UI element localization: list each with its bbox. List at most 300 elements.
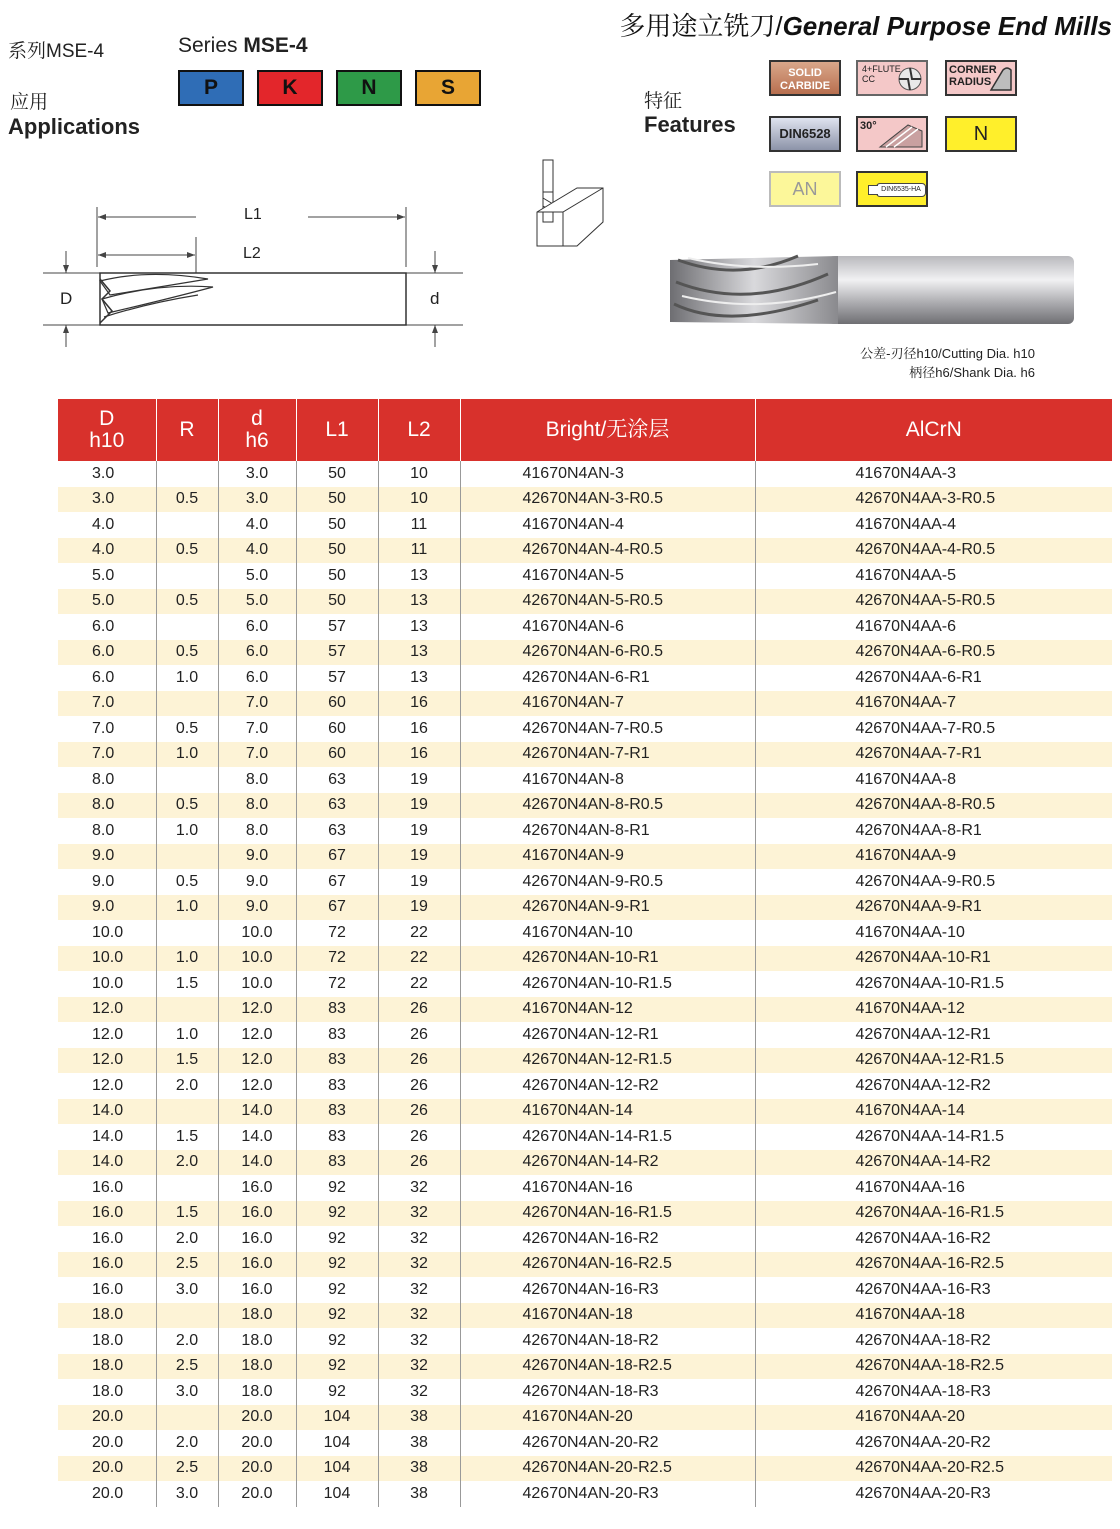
cell-radius: [156, 691, 218, 717]
cell-l1: 50: [296, 538, 378, 564]
cell-radius: [156, 1303, 218, 1329]
cell-radius: 0.5: [156, 589, 218, 615]
dim-l2-label: L2: [243, 245, 261, 262]
cell-radius: 2.0: [156, 1430, 218, 1456]
cell-radius: 1.0: [156, 818, 218, 844]
application-badge-s: S: [415, 70, 481, 106]
cell-shank-diameter: 4.0: [218, 512, 296, 538]
cell-l1: 104: [296, 1430, 378, 1456]
product-table: [58, 399, 1112, 1507]
cell-shank-diameter: 20.0: [218, 1405, 296, 1431]
table-row: [58, 895, 1112, 921]
table-row: [58, 1430, 1112, 1456]
cell-radius: 2.0: [156, 1073, 218, 1099]
corner-radius-icon: [945, 60, 1017, 96]
cell-bright-code: 42670N4AN-9-R1: [460, 895, 755, 921]
cell-shank-diameter: 16.0: [218, 1175, 296, 1201]
cell-l1: 104: [296, 1456, 378, 1482]
table-row: [58, 589, 1112, 615]
shank-flat-icon: [868, 185, 878, 195]
cell-shank-diameter: 16.0: [218, 1201, 296, 1227]
cell-cutting-diameter: 20.0: [92, 1433, 124, 1451]
cell-alcrn-code: 42670N4AA-9-R1: [755, 895, 1112, 921]
cell-l2: 22: [378, 946, 460, 972]
cell-radius: 0.5: [156, 716, 218, 742]
cell-l2: 13: [378, 665, 460, 691]
applications-label-en: Applications: [8, 114, 141, 139]
cell-shank-diameter: 18.0: [218, 1379, 296, 1405]
cell-radius: [156, 997, 218, 1023]
table-row: [58, 563, 1112, 589]
table-row: [58, 716, 1112, 742]
cell-l2: 22: [378, 971, 460, 997]
cell-shank-diameter: 7.0: [218, 716, 296, 742]
table-row: [58, 1022, 1112, 1048]
cell-shank-diameter: 18.0: [218, 1303, 296, 1329]
four-flute-text: 4+FLUTE CC: [862, 64, 901, 84]
table-row: [58, 1379, 1112, 1405]
cell-l2: 10: [378, 487, 460, 513]
cell-shank-diameter: 16.0: [218, 1226, 296, 1252]
table-row: [58, 1303, 1112, 1329]
cell-radius: 1.5: [156, 971, 218, 997]
cell-l2: 32: [378, 1201, 460, 1227]
cell-radius: [156, 1099, 218, 1125]
cell-bright-code: 42670N4AN-9-R0.5: [460, 869, 755, 895]
cell-alcrn-code: 41670N4AA-5: [755, 563, 1112, 589]
cell-bright-code: 41670N4AN-16: [460, 1175, 755, 1201]
cell-l1: 92: [296, 1252, 378, 1278]
cell-bright-code: 41670N4AN-12: [460, 997, 755, 1023]
cell-l1: 92: [296, 1277, 378, 1303]
features-label-en: Features: [644, 112, 736, 137]
cell-l2: 26: [378, 1048, 460, 1074]
table-row: [58, 844, 1112, 870]
series-label: [178, 34, 308, 58]
cell-alcrn-code: 42670N4AA-9-R0.5: [755, 869, 1112, 895]
col-header-alcrn: AlCrN: [755, 399, 1112, 461]
cell-cutting-diameter: 9.0: [92, 872, 115, 890]
cell-alcrn-code: 41670N4AA-4: [755, 512, 1112, 538]
cell-l1: 63: [296, 793, 378, 819]
cell-l1: 60: [296, 691, 378, 717]
cell-shank-diameter: 4.0: [218, 538, 296, 564]
cell-radius: 0.5: [156, 487, 218, 513]
cell-radius: 1.0: [156, 665, 218, 691]
cell-bright-code: 42670N4AN-20-R2: [460, 1430, 755, 1456]
table-row: [58, 538, 1112, 564]
helix-30-icon: [856, 116, 928, 152]
cell-l2: 32: [378, 1226, 460, 1252]
cell-bright-code: 42670N4AN-6-R0.5: [460, 640, 755, 666]
cell-l1: 72: [296, 920, 378, 946]
corner-radius-text: CORNER RADIUS: [949, 64, 997, 88]
cell-shank-diameter: 10.0: [218, 971, 296, 997]
cell-alcrn-code: 42670N4AA-20-R2: [755, 1430, 1112, 1456]
tolerance-note-cutting: 公差-刃径h10/Cutting Dia. h10: [860, 346, 1035, 361]
cell-l1: 50: [296, 512, 378, 538]
col-header-bright: Bright/无涂层: [460, 399, 755, 461]
cell-alcrn-code: 42670N4AA-10-R1.5: [755, 971, 1112, 997]
col-header-l1: L1: [296, 399, 378, 461]
cell-l2: 38: [378, 1481, 460, 1507]
cell-l1: 92: [296, 1328, 378, 1354]
cell-radius: 3.0: [156, 1481, 218, 1507]
dim-shank-diameter-label: d: [430, 289, 440, 308]
solid-carbide-icon: SOLID CARBIDE: [769, 60, 841, 96]
cell-shank-diameter: 6.0: [218, 640, 296, 666]
table-row: [58, 512, 1112, 538]
cell-radius: 0.5: [156, 640, 218, 666]
cell-shank-diameter: 10.0: [218, 946, 296, 972]
cell-alcrn-code: 41670N4AA-9: [755, 844, 1112, 870]
din6528-icon: DIN6528: [769, 116, 841, 152]
col-header-radius: R: [156, 399, 218, 461]
cell-radius: [156, 844, 218, 870]
cell-bright-code: 42670N4AN-20-R3: [460, 1481, 755, 1507]
cell-bright-code: 42670N4AN-8-R1: [460, 818, 755, 844]
cell-shank-diameter: 14.0: [218, 1150, 296, 1176]
cell-cutting-diameter: 8.0: [58, 793, 156, 819]
cell-shank-diameter: 20.0: [218, 1481, 296, 1507]
dim-cutting-diameter-label: D: [60, 289, 73, 308]
cell-cutting-diameter: 8.0: [92, 770, 115, 788]
cell-alcrn-code: 42670N4AA-16-R2.5: [755, 1252, 1112, 1278]
cell-cutting-diameter: 12.0: [92, 1076, 124, 1094]
cell-alcrn-code: 42670N4AA-3-R0.5: [755, 487, 1112, 513]
cell-radius: [156, 461, 218, 487]
cell-bright-code: 41670N4AN-7: [460, 691, 755, 717]
cell-bright-code: 42670N4AN-14-R1.5: [460, 1124, 755, 1150]
cell-l2: 16: [378, 691, 460, 717]
cell-radius: 1.0: [156, 742, 218, 768]
table-row: [58, 997, 1112, 1023]
cell-l2: 26: [378, 1150, 460, 1176]
features-label-cn: 特征: [644, 91, 683, 112]
table-row: [58, 1099, 1112, 1125]
cell-radius: 1.5: [156, 1124, 218, 1150]
cell-radius: 3.0: [156, 1277, 218, 1303]
table-row: [58, 461, 1112, 487]
cell-cutting-diameter: 12.0: [58, 1048, 156, 1074]
cell-l2: 11: [378, 538, 460, 564]
table-row: [58, 1456, 1112, 1482]
cell-l1: 50: [296, 589, 378, 615]
cell-l1: 92: [296, 1354, 378, 1380]
cell-l2: 26: [378, 1124, 460, 1150]
cell-alcrn-code: 42670N4AA-12-R2: [755, 1073, 1112, 1099]
table-row: [58, 946, 1112, 972]
tolerance-note-shank: 柄径h6/Shank Dia. h6: [909, 365, 1035, 380]
cell-cutting-diameter: 16.0: [92, 1280, 124, 1298]
cell-shank-diameter: 14.0: [218, 1124, 296, 1150]
cell-cutting-diameter: 7.0: [58, 742, 156, 768]
cell-alcrn-code: 42670N4AA-8-R1: [755, 818, 1112, 844]
cell-cutting-diameter: 9.0: [58, 895, 156, 921]
cell-l1: 83: [296, 1099, 378, 1125]
cell-l2: 32: [378, 1379, 460, 1405]
cell-alcrn-code: 42670N4AA-7-R0.5: [755, 716, 1112, 742]
cell-shank-diameter: 6.0: [218, 614, 296, 640]
cell-alcrn-code: 41670N4AA-18: [755, 1303, 1112, 1329]
cell-l1: 83: [296, 1124, 378, 1150]
cell-shank-diameter: 8.0: [218, 818, 296, 844]
cell-l2: 26: [378, 997, 460, 1023]
cell-l2: 32: [378, 1303, 460, 1329]
series-prefix: Series: [178, 34, 244, 57]
cell-radius: [156, 767, 218, 793]
cell-cutting-diameter: 16.0: [92, 1229, 124, 1247]
cell-bright-code: 42670N4AN-3-R0.5: [460, 487, 755, 513]
cell-cutting-diameter: 16.0: [92, 1178, 124, 1196]
cell-l1: 50: [296, 461, 378, 487]
cell-l2: 22: [378, 920, 460, 946]
cell-shank-diameter: 18.0: [218, 1354, 296, 1380]
cell-radius: [156, 512, 218, 538]
cell-alcrn-code: 42670N4AA-6-R0.5: [755, 640, 1112, 666]
cell-bright-code: 41670N4AN-9: [460, 844, 755, 870]
cell-cutting-diameter: 18.0: [92, 1331, 124, 1349]
cell-bright-code: 42670N4AN-5-R0.5: [460, 589, 755, 615]
cell-cutting-diameter: 3.0: [58, 487, 156, 513]
cell-alcrn-code: 41670N4AA-3: [755, 461, 1112, 487]
table-row: [58, 487, 1112, 513]
table-row: [58, 1073, 1112, 1099]
cell-l2: 32: [378, 1175, 460, 1201]
cell-bright-code: 42670N4AN-18-R2: [460, 1328, 755, 1354]
cell-bright-code: 42670N4AN-18-R2.5: [460, 1354, 755, 1380]
cell-alcrn-code: 42670N4AA-18-R2: [755, 1328, 1112, 1354]
cell-cutting-diameter: 5.0: [92, 566, 115, 584]
cell-shank-diameter: 9.0: [218, 869, 296, 895]
cell-bright-code: 42670N4AN-16-R3: [460, 1277, 755, 1303]
cell-l2: 32: [378, 1328, 460, 1354]
cell-alcrn-code: 42670N4AA-18-R3: [755, 1379, 1112, 1405]
cell-bright-code: 42670N4AN-20-R2.5: [460, 1456, 755, 1482]
table-row: [58, 1175, 1112, 1201]
table-row: [58, 818, 1112, 844]
cell-alcrn-code: 42670N4AA-7-R1: [755, 742, 1112, 768]
col-header-cutting-diameter: D h10: [58, 399, 156, 461]
cell-alcrn-code: 42670N4AA-20-R3: [755, 1481, 1112, 1507]
table-row: [58, 971, 1112, 997]
cell-radius: 1.0: [156, 1022, 218, 1048]
cell-l2: 13: [378, 589, 460, 615]
cell-alcrn-code: 41670N4AA-10: [755, 920, 1112, 946]
cell-l1: 92: [296, 1201, 378, 1227]
cell-l1: 72: [296, 971, 378, 997]
cell-l2: 13: [378, 640, 460, 666]
cell-l1: 60: [296, 742, 378, 768]
table-row: [58, 1328, 1112, 1354]
cell-l1: 83: [296, 1048, 378, 1074]
cell-shank-diameter: 16.0: [218, 1252, 296, 1278]
table-row: [58, 1150, 1112, 1176]
table-row: [58, 1201, 1112, 1227]
cell-shank-diameter: 9.0: [218, 844, 296, 870]
cell-cutting-diameter: 14.0: [58, 1099, 156, 1125]
table-row: [58, 1226, 1112, 1252]
table-row: [58, 640, 1112, 666]
cell-shank-diameter: 12.0: [218, 1022, 296, 1048]
cell-alcrn-code: 42670N4AA-20-R2.5: [755, 1456, 1112, 1482]
cell-l2: 16: [378, 742, 460, 768]
cell-bright-code: 42670N4AN-14-R2: [460, 1150, 755, 1176]
cell-radius: [156, 614, 218, 640]
table-row: [58, 869, 1112, 895]
application-badge-k: K: [257, 70, 323, 106]
cell-l2: 32: [378, 1354, 460, 1380]
table-row: [58, 1252, 1112, 1278]
cell-bright-code: 41670N4AN-3: [460, 461, 755, 487]
cell-bright-code: 42670N4AN-8-R0.5: [460, 793, 755, 819]
cell-alcrn-code: 41670N4AA-6: [755, 614, 1112, 640]
cell-radius: 1.0: [156, 946, 218, 972]
cell-l2: 26: [378, 1099, 460, 1125]
cell-shank-diameter: 7.0: [218, 742, 296, 768]
cell-shank-diameter: 5.0: [218, 563, 296, 589]
four-flute-icon: [856, 60, 928, 96]
cell-l1: 63: [296, 818, 378, 844]
cell-shank-diameter: 6.0: [218, 665, 296, 691]
cell-l2: 26: [378, 1022, 460, 1048]
cell-radius: 2.0: [156, 1150, 218, 1176]
cell-bright-code: 41670N4AN-20: [460, 1405, 755, 1431]
cell-alcrn-code: 42670N4AA-6-R1: [755, 665, 1112, 691]
cell-bright-code: 42670N4AN-7-R1: [460, 742, 755, 768]
cell-radius: [156, 563, 218, 589]
cell-l1: 104: [296, 1405, 378, 1431]
helix-angle-text: 30°: [860, 120, 877, 132]
table-row: [58, 1481, 1112, 1507]
cell-l2: 19: [378, 844, 460, 870]
cell-radius: 1.5: [156, 1048, 218, 1074]
cell-l2: 32: [378, 1277, 460, 1303]
cell-bright-code: 42670N4AN-12-R1: [460, 1022, 755, 1048]
cell-l2: 38: [378, 1456, 460, 1482]
table-row: [58, 665, 1112, 691]
cell-alcrn-code: 42670N4AA-16-R1.5: [755, 1201, 1112, 1227]
cell-cutting-diameter: 8.0: [92, 821, 115, 839]
table-row: [58, 691, 1112, 717]
cell-l1: 50: [296, 487, 378, 513]
cell-bright-code: 42670N4AN-10-R1: [460, 946, 755, 972]
cell-bright-code: 42670N4AN-7-R0.5: [460, 716, 755, 742]
cell-shank-diameter: 12.0: [218, 1048, 296, 1074]
cell-l2: 11: [378, 512, 460, 538]
cell-l1: 92: [296, 1379, 378, 1405]
cell-alcrn-code: 41670N4AA-8: [755, 767, 1112, 793]
cell-cutting-diameter: 4.0: [92, 515, 115, 533]
cell-radius: [156, 1175, 218, 1201]
series-code: MSE-4: [243, 34, 308, 57]
table-row: [58, 1124, 1112, 1150]
type-n-icon: N: [945, 116, 1017, 152]
cell-l2: 38: [378, 1405, 460, 1431]
cell-radius: 1.5: [156, 1201, 218, 1227]
cell-shank-diameter: 20.0: [218, 1456, 296, 1482]
cell-radius: [156, 920, 218, 946]
cell-l1: 57: [296, 614, 378, 640]
cell-shank-diameter: 8.0: [218, 793, 296, 819]
cell-l1: 67: [296, 869, 378, 895]
cell-l1: 83: [296, 1022, 378, 1048]
cell-alcrn-code: 41670N4AA-16: [755, 1175, 1112, 1201]
cell-radius: 0.5: [156, 538, 218, 564]
cell-shank-diameter: 16.0: [218, 1277, 296, 1303]
cell-l1: 83: [296, 997, 378, 1023]
cell-l1: 72: [296, 946, 378, 972]
cell-bright-code: 42670N4AN-10-R1.5: [460, 971, 755, 997]
cell-alcrn-code: 42670N4AA-16-R2: [755, 1226, 1112, 1252]
cell-bright-code: 41670N4AN-6: [460, 614, 755, 640]
cell-alcrn-code: 42670N4AA-18-R2.5: [755, 1354, 1112, 1380]
cell-bright-code: 42670N4AN-18-R3: [460, 1379, 755, 1405]
cell-l2: 19: [378, 895, 460, 921]
cell-cutting-diameter: 4.0: [58, 538, 156, 564]
table-row: [58, 614, 1112, 640]
cell-alcrn-code: 41670N4AA-14: [755, 1099, 1112, 1125]
cell-l2: 19: [378, 818, 460, 844]
end-mill-product-image: [668, 252, 1076, 328]
din6535-icon: [856, 171, 928, 207]
din6535-text: DIN6535-HA: [876, 183, 926, 197]
cell-cutting-diameter: 12.0: [58, 997, 156, 1023]
table-row: [58, 920, 1112, 946]
cell-cutting-diameter: 3.0: [92, 464, 115, 482]
cell-bright-code: 41670N4AN-4: [460, 512, 755, 538]
cell-shank-diameter: 12.0: [218, 1073, 296, 1099]
cell-shank-diameter: 20.0: [218, 1430, 296, 1456]
col-header-shank-diameter: d h6: [218, 399, 296, 461]
cell-cutting-diameter: 7.0: [58, 691, 156, 717]
cell-cutting-diameter: 18.0: [92, 1382, 124, 1400]
application-badge-n: N: [336, 70, 402, 106]
cell-l2: 16: [378, 716, 460, 742]
cell-l2: 19: [378, 767, 460, 793]
cell-bright-code: 42670N4AN-16-R1.5: [460, 1201, 755, 1227]
cell-bright-code: 41670N4AN-5: [460, 563, 755, 589]
cell-radius: 0.5: [156, 793, 218, 819]
cell-alcrn-code: 42670N4AA-16-R3: [755, 1277, 1112, 1303]
table-row: [58, 793, 1112, 819]
cell-cutting-diameter: 20.0: [92, 1484, 124, 1502]
page-title: [619, 6, 1112, 43]
cell-radius: 1.0: [156, 895, 218, 921]
cell-l2: 13: [378, 614, 460, 640]
cell-alcrn-code: 42670N4AA-12-R1: [755, 1022, 1112, 1048]
cell-l1: 104: [296, 1481, 378, 1507]
cell-alcrn-code: 42670N4AA-4-R0.5: [755, 538, 1112, 564]
cell-cutting-diameter: 14.0: [92, 1127, 124, 1145]
cell-cutting-diameter: 6.0: [58, 640, 156, 666]
cell-radius: 2.0: [156, 1226, 218, 1252]
cell-l1: 60: [296, 716, 378, 742]
cell-l1: 92: [296, 1175, 378, 1201]
cell-radius: 2.5: [156, 1456, 218, 1482]
cell-l2: 19: [378, 793, 460, 819]
cell-radius: [156, 1405, 218, 1431]
cell-bright-code: 42670N4AN-12-R2: [460, 1073, 755, 1099]
cell-l1: 63: [296, 767, 378, 793]
cell-bright-code: 42670N4AN-12-R1.5: [460, 1048, 755, 1074]
cell-bright-code: 42670N4AN-4-R0.5: [460, 538, 755, 564]
cell-l1: 83: [296, 1150, 378, 1176]
slot-milling-icon: [527, 158, 607, 250]
cell-alcrn-code: 41670N4AA-12: [755, 997, 1112, 1023]
cell-bright-code: 42670N4AN-6-R1: [460, 665, 755, 691]
cell-cutting-diameter: 16.0: [58, 1252, 156, 1278]
